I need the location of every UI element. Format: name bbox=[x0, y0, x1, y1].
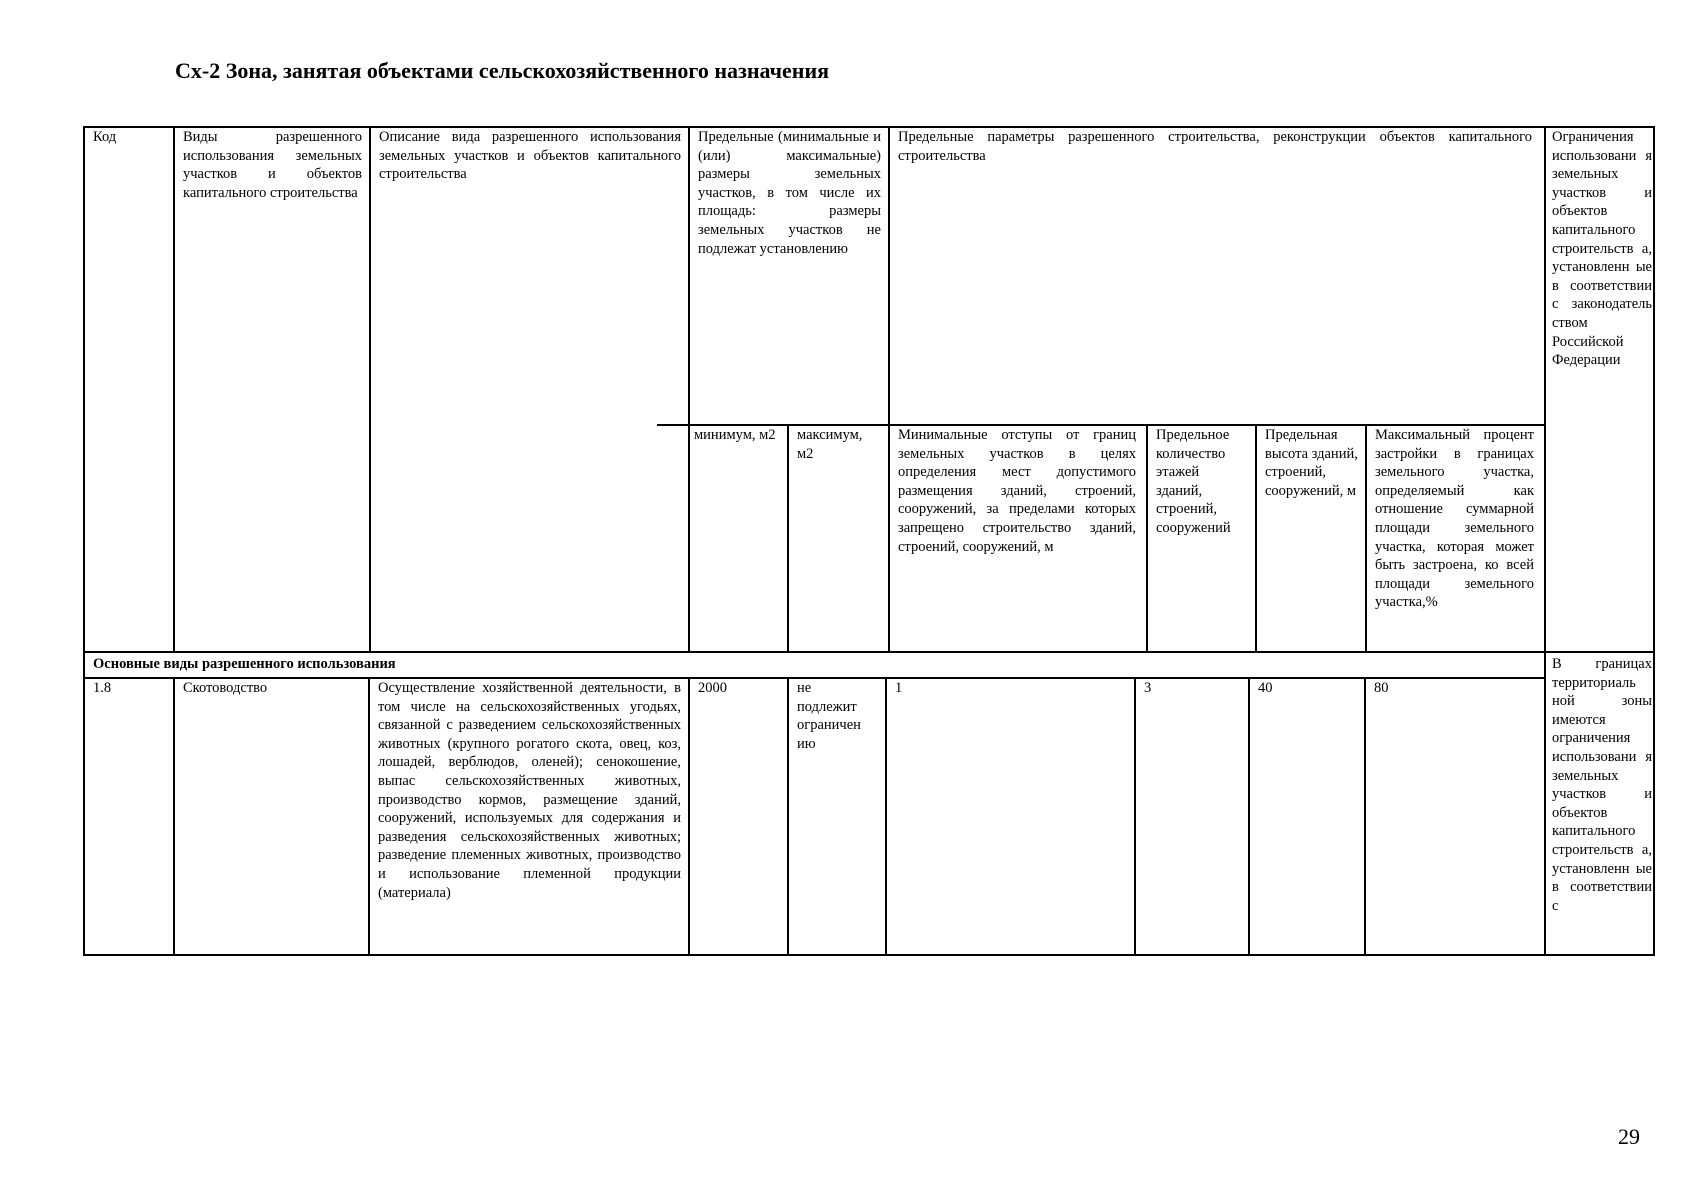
header-max-height: Предельная высота зданий, строений, сооружений, м bbox=[1265, 427, 1358, 499]
row-setback: 1 bbox=[895, 680, 903, 696]
header-restrictions: Ограничения использовани я земельных участков и объектов капитального строительств а, установленн ые в соответствии с законодатель ством Российской Федерации bbox=[1552, 129, 1652, 369]
header-description: Описание вида разрешенного использования земельных участков и объектов капитального строительства bbox=[379, 129, 681, 183]
row-name: Скотоводство bbox=[183, 680, 268, 696]
header-max-floors: Предельное количество этажей зданий, строений, сооружений bbox=[1156, 427, 1231, 536]
row-coverage: 80 bbox=[1374, 680, 1389, 696]
zoning-table bbox=[83, 126, 1654, 955]
header-setbacks: Минимальные отступы от границ земельных участков в целях определения мест допустимого размещения зданий, строений, сооружений, за пределами которых запрещено строительство зданий, строений, сооружений, м bbox=[898, 427, 1136, 555]
row-height: 40 bbox=[1258, 680, 1273, 696]
header-code: Код bbox=[93, 129, 117, 145]
section-label: Основные виды разрешенного использования bbox=[93, 656, 396, 672]
header-max-area: максимум, м2 bbox=[797, 427, 863, 462]
row-description: Осуществление хозяйственной деятельности, в том числе на сельскохозяйственных угодьях, связанной с разведением сельскохозяйственных животных (крупного рогатого скота, овец, коз, лошадей, верблюдов, оленей); сенокошение, выпас сельскохозяйственных животных, производство кормов, размещение зданий, сооружений, используемых для содержания и разведения сельскохозяйственных животных; разведение племенных животных, производство и использование племенной продукции (материала) bbox=[378, 680, 681, 901]
page-title: Сх-2 Зона, занятая объектами сельскохозяйственного назначения bbox=[175, 58, 830, 83]
section-restrictions: В границах территориаль ной зоны имеются ограничения использовани я земельных участков и объектов капитального строительств а, установленн ые в соответствии с bbox=[1552, 656, 1652, 914]
header-min-area: минимум, м2 bbox=[694, 427, 776, 443]
row-min-area: 2000 bbox=[698, 680, 727, 696]
table-border-bottom bbox=[83, 954, 1654, 956]
row-max-area: не подлежит ограничен ию bbox=[797, 680, 861, 752]
header-plot-sizes: Предельные (минимальные и (или) максимальные) размеры земельных участков, в том числе их площадь: размеры земельных участков не подлежат установлению bbox=[698, 129, 881, 257]
page-number: 29 bbox=[1618, 1124, 1640, 1149]
header-max-coverage: Максимальный процент застройки в границах земельного участка, определяемый как отношение суммарной площади земельного участка, которая может быть застроена, ко всей площади земельного участка,% bbox=[1375, 427, 1534, 611]
row-code: 1.8 bbox=[93, 680, 112, 696]
header-building-params: Предельные параметры разрешенного строительства, реконструкции объектов капитального строительства bbox=[898, 129, 1532, 164]
row-floors: 3 bbox=[1144, 680, 1152, 696]
header-use-types: Виды разрешенного использования земельных участков и объектов капитального строительства bbox=[183, 129, 362, 201]
